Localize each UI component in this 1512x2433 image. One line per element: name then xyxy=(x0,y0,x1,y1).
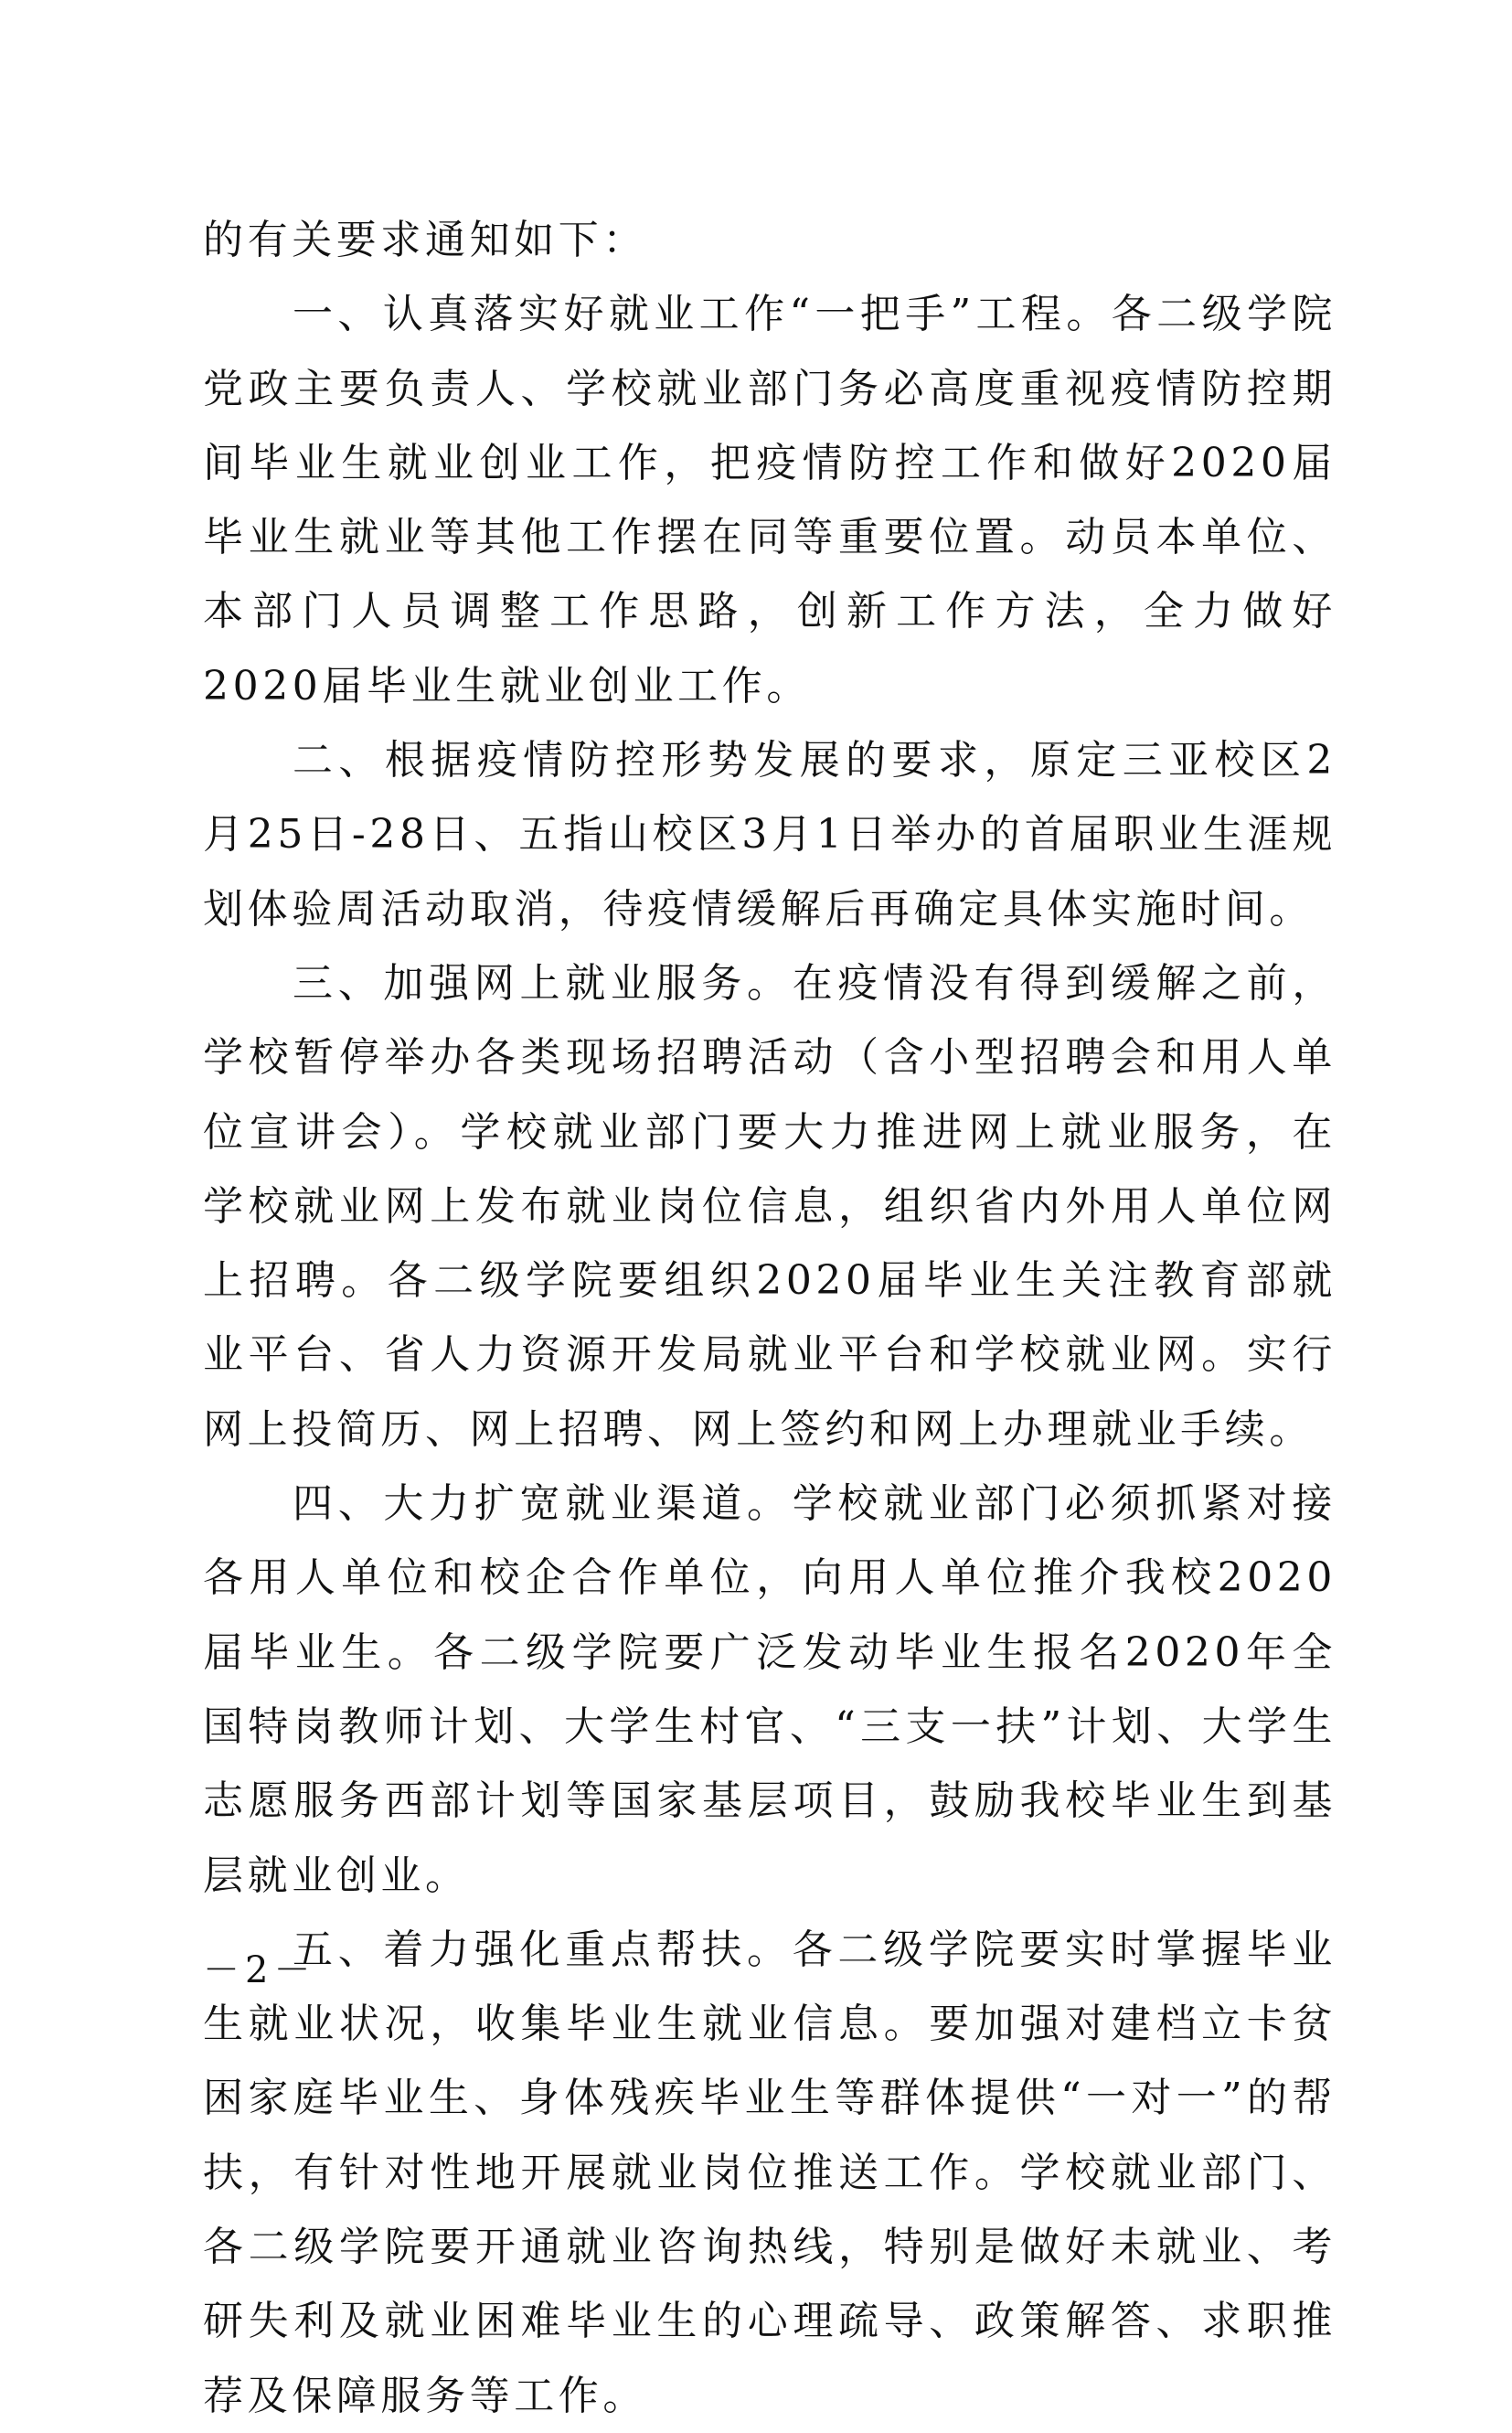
paragraph-item-1: 一、认真落实好就业工作“一把手”工程。各二级学院党政主要负责人、学校就业部门务必高度重视疫情防控期间毕业生就业创业工作，把疫情防控工作和做好2020届毕业生就业等其他工作摆在同等重要位置。动员本单位、本部门人员调整工作思路，创新工作方法，全力做好2020届毕业生就业创业工作。 xyxy=(203,291,1336,710)
paragraph-item-2: 二、根据疫情防控形势发展的要求，原定三亚校区2月25日-28日、五指山校区3月1日举办的首届职业生涯规划体验周活动取消，待疫情缓解后再确定具体实施时间。 xyxy=(203,737,1336,933)
paragraph-item-4: 四、大力扩宽就业渠道。学校就业部门必须抓紧对接各用人单位和校企合作单位，向用人单位推介我校2020届毕业生。各二级学院要广泛发动毕业生报名2020年全国特岗教师计划、大学生村官、“三支一扶”计划、大学生志愿服务西部计划等国家基层项目，鼓励我校毕业生到基层就业创业。 xyxy=(203,1480,1336,1899)
paragraph-intro: 的有关要求通知如下： xyxy=(203,217,647,263)
paragraph-item-3: 三、加强网上就业服务。在疫情没有得到缓解之前，学校暂停举办各类现场招聘活动（含小型招聘会和用人单位宣讲会）。学校就业部门要大力推进网上就业服务，在学校就业网上发布就业岗位信息，组织省内外用人单位网上招聘。各二级学院要组织2020届毕业生关注教育部就业平台、省人力资源开发局就业平台和学校就业网。实行网上投简历、网上招聘、网上签约和网上办理就业手续。 xyxy=(203,959,1336,1453)
document-body xyxy=(203,203,1336,2433)
paragraph-item-5: 五、着力强化重点帮扶。各二级学院要实时掌握毕业生就业状况，收集毕业生就业信息。要加强对建档立卡贫困家庭毕业生、身体残疾毕业生等群体提供“一对一”的帮扶，有针对性地开展就业岗位推送工作。学校就业部门、各二级学院要开通就业咨询热线，特别是做好未就业、考研失利及就业困难毕业生的心理疏导、政策解答、求职推荐及保障服务等工作。 xyxy=(203,1926,1336,2419)
page-number: －2－ xyxy=(203,1949,316,1991)
